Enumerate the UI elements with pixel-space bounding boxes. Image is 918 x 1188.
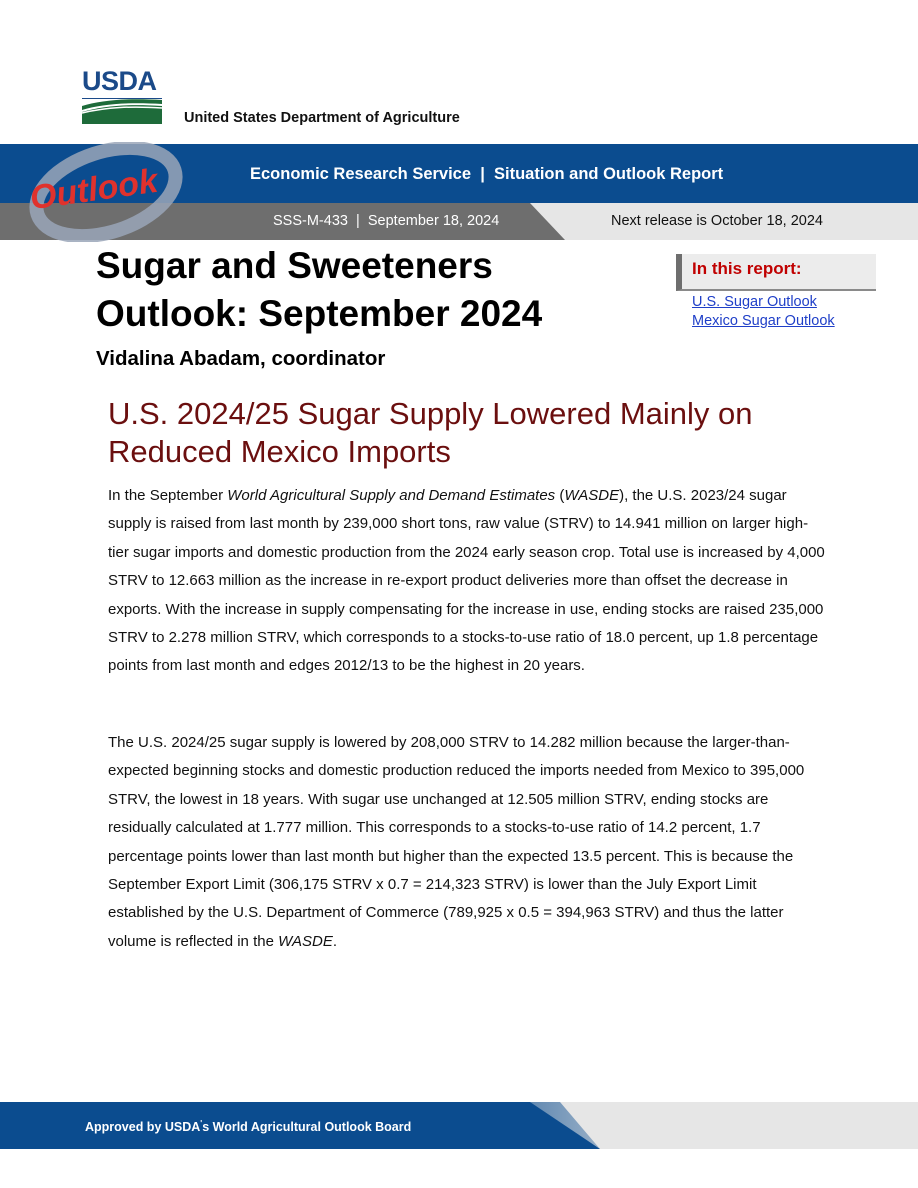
- banner-title: [250, 165, 723, 184]
- page-title: [96, 242, 542, 338]
- report-date: September 18, 2024: [367, 213, 500, 229]
- footer-text-a: Approved by USDA: [85, 1120, 201, 1135]
- banner-separator: |: [480, 165, 485, 183]
- title-line-2: Outlook: September 2024: [96, 293, 543, 334]
- headline-line-2: Reduced Mexico Imports: [108, 434, 451, 469]
- meta-separator: |: [356, 213, 360, 229]
- outlook-logo: [18, 142, 188, 242]
- next-release: Next release is October 18, 2024: [611, 213, 823, 229]
- p1-wasde-abbrev: WASDE: [564, 487, 620, 504]
- report-id: SSS-M-433: [273, 213, 348, 229]
- paragraph-2024-25: [108, 729, 828, 956]
- report-type: Situation and Outlook Report: [494, 165, 724, 183]
- headline-line-1: U.S. 2024/25 Sugar Supply Lowered Mainly on: [108, 396, 753, 431]
- article-headline: [108, 395, 828, 471]
- p1-text-e: ), the U.S. 2023/24 sugar supply is raised from last month by 239,000 short tons, raw value (STRV) to 14.941 million on larger high-tier sugar imports and domestic production from the 2024 early season crop. Total use is increased by 4,000 STRV to 12.663 million as the increase in re-export product deliveries more than offset the decrease in exports. With the increase in supply compensating for the increase in use, ending stocks are raised 235,000 STRV to 2.278 million STRV, which corresponds to a stocks-to-use ratio of 18.0 percent, up 1.8 percentage points from last month and edges 2012/13 to be the highest in 20 years.: [108, 487, 825, 675]
- usda-logo-mark: [82, 96, 162, 124]
- outlook-logo-text: Outlook: [27, 161, 161, 218]
- p1-text-a: In the September: [108, 487, 228, 504]
- p2-text-c: .: [332, 932, 337, 950]
- in-this-report-label: In this report:: [692, 259, 802, 278]
- p2-wasde-abbrev: WASDE: [278, 932, 333, 950]
- footer-text-b: s World Agricultural Outlook Board: [202, 1120, 412, 1135]
- link-us-sugar-outlook[interactable]: U.S. Sugar Outlook: [692, 294, 817, 310]
- usda-logo: [82, 68, 162, 124]
- footer-apostrophe: ': [200, 1119, 203, 1128]
- report-meta: [273, 213, 499, 229]
- footer-approval-text: [85, 1119, 411, 1134]
- usda-logo-text: USDA: [82, 66, 157, 96]
- p1-text-c: (: [555, 487, 565, 504]
- p1-wasde-full-title: World Agricultural Supply and Demand Estimates: [227, 487, 556, 504]
- p2-text-a: The U.S. 2024/25 sugar supply is lowered by 208,000 STRV to 14.282 million because the larger-than-expected beginning stocks and domestic production reduced the imports needed from Mexico to 395,000 STRV, the lowest in 18 years. With sugar use unchanged at 12.505 million STRV, ending stocks are residually calculated at 1.777 million. This corresponds to a stocks-to-use ratio of 14.2 percent, 1.7 percentage points lower than last month but higher than the expected 13.5 percent. This is because the September Export Limit (306,175 STRV x 0.7 = 214,323 STRV) is lower than the July Export Limit established by the U.S. Department of Commerce (789,925 x 0.5 = 394,963 STRV) and thus the latter volume is reflected in the: [108, 734, 805, 950]
- coordinator: Vidalina Abadam, coordinator: [96, 347, 386, 370]
- title-line-1: Sugar and Sweeteners: [96, 245, 493, 286]
- link-mexico-sugar-outlook[interactable]: Mexico Sugar Outlook: [692, 313, 835, 329]
- department-name: United States Department of Agriculture: [184, 110, 460, 126]
- paragraph-2023-24: [108, 482, 828, 681]
- service-name: Economic Research Service: [250, 165, 472, 183]
